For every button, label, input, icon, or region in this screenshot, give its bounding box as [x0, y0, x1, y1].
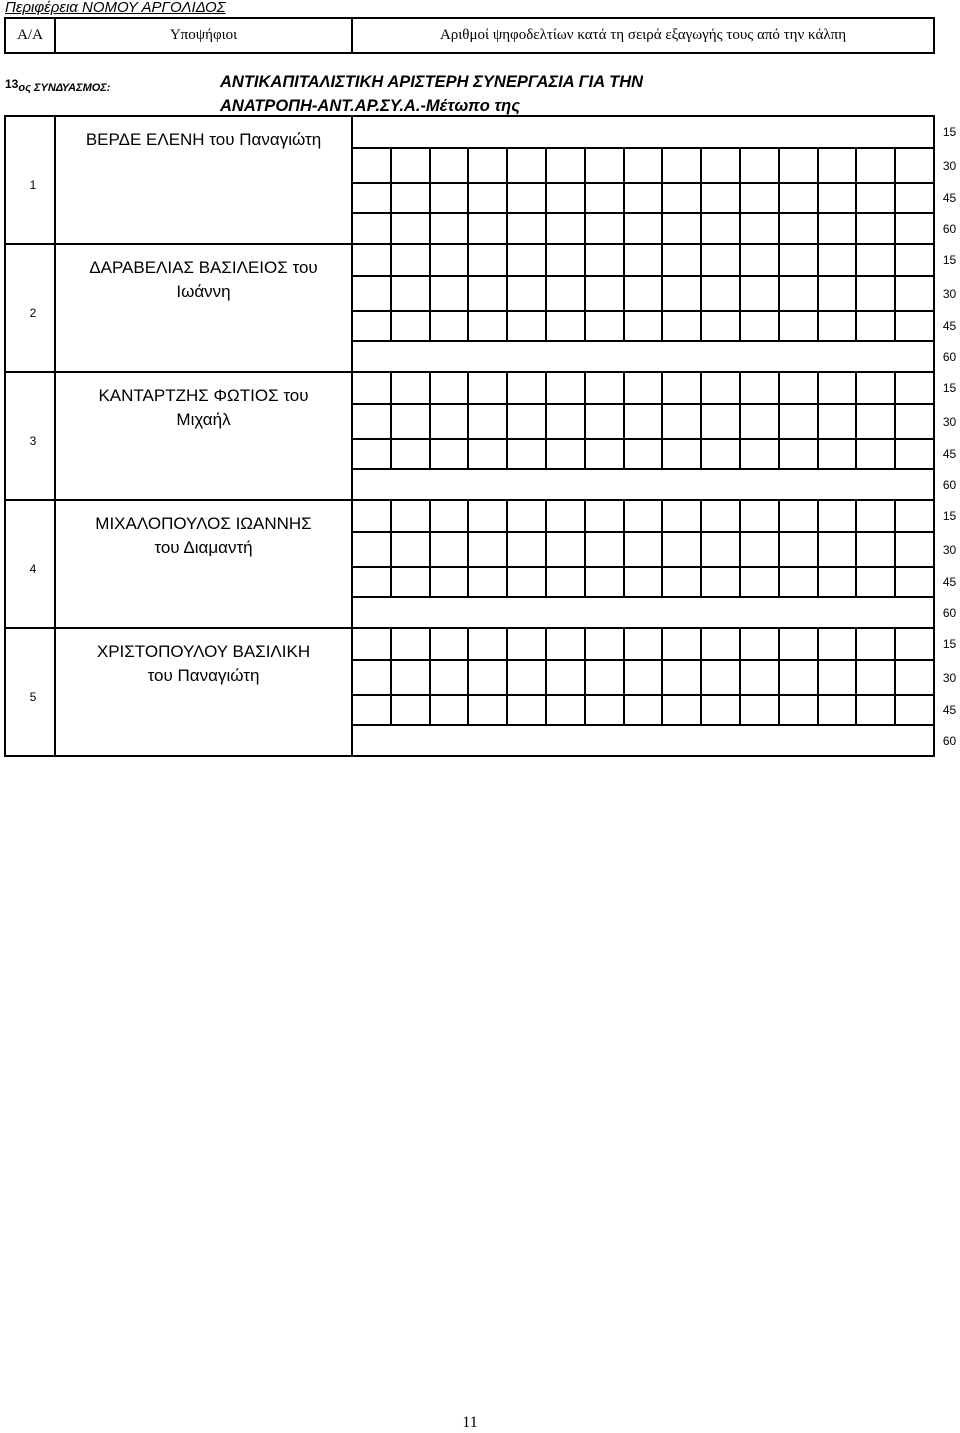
tally-count-label: 60: [942, 349, 957, 364]
tally-box: [896, 245, 933, 275]
tally-box: [857, 245, 894, 275]
tally-box: [353, 373, 390, 403]
empty-tally-row: [353, 726, 933, 755]
tally-box: [586, 214, 623, 243]
tally-box: [896, 312, 933, 340]
candidate-number: 5: [29, 690, 37, 704]
candidate-number: 4: [29, 562, 37, 576]
tally-box: [896, 149, 933, 182]
tally-box: [702, 277, 739, 310]
tally-box: [547, 661, 584, 694]
tally-box: [353, 661, 390, 694]
tally-box: [431, 405, 468, 438]
tally-box: [469, 440, 506, 468]
tally-box: [663, 661, 700, 694]
tally-box: [857, 312, 894, 340]
column-header-table: [4, 17, 935, 54]
tally-box: [625, 149, 662, 182]
tally-box: [625, 184, 662, 212]
tally-box: [819, 245, 856, 275]
tally-box: [896, 440, 933, 468]
tally-box: [663, 629, 700, 659]
tally-box: [702, 533, 739, 566]
tally-box: [702, 373, 739, 403]
tally-box: [857, 277, 894, 310]
tally-box: [392, 440, 429, 468]
tally-box: [663, 214, 700, 243]
tally-box: [431, 568, 468, 596]
candidate-name-line: του Διαμαντή: [154, 538, 253, 557]
tally-box: [392, 277, 429, 310]
tally-box: [857, 149, 894, 182]
tally-box: [780, 149, 817, 182]
column-header-candidates: Υποψήφιοι: [56, 19, 351, 52]
candidate-name-line: Ιωάννη: [176, 282, 231, 301]
tally-box: [857, 373, 894, 403]
tally-count-label: 45: [942, 319, 957, 333]
tally-box: [508, 405, 545, 438]
candidate-name-line: ΔΑΡΑΒΕΛΙΑΣ ΒΑΣΙΛΕΙΟΣ του: [89, 258, 318, 277]
tally-box: [663, 184, 700, 212]
tally-box: [819, 568, 856, 596]
candidate-name-cell: [56, 373, 351, 499]
candidate-name-line: ΜΙΧΑΛΟΠΟΥΛΟΣ ΙΩΑΝΝΗΣ: [95, 514, 312, 533]
tally-box: [625, 312, 662, 340]
tally-box: [508, 696, 545, 724]
tally-box: [625, 373, 662, 403]
tally-box: [392, 149, 429, 182]
tally-box: [819, 501, 856, 531]
candidates-table: [4, 115, 935, 757]
tally-box: [586, 629, 623, 659]
tally-box: [547, 501, 584, 531]
tally-box: [702, 149, 739, 182]
tally-box: [741, 696, 778, 724]
tally-box: [508, 629, 545, 659]
tally-box: [896, 533, 933, 566]
tally-box: [547, 184, 584, 212]
tally-count-label: 15: [942, 509, 957, 523]
tally-box: [508, 533, 545, 566]
tally-count-label: 15: [942, 381, 957, 395]
tally-count-labels: [935, 115, 960, 755]
tally-box: [663, 312, 700, 340]
tally-box: [469, 312, 506, 340]
tally-box: [741, 661, 778, 694]
tally-box: [819, 661, 856, 694]
tally-box: [392, 661, 429, 694]
page-number: 11: [462, 1414, 478, 1431]
tally-box: [663, 373, 700, 403]
tally-box: [780, 629, 817, 659]
tally-box: [353, 405, 390, 438]
tally-box: [780, 440, 817, 468]
tally-box: [469, 405, 506, 438]
tally-box: [508, 501, 545, 531]
party-name: [220, 70, 643, 116]
tally-box: [353, 184, 390, 212]
tally-count-label: 15: [942, 253, 957, 267]
candidate-number-cell: [6, 501, 54, 627]
party-name-line: ΑΝΤΙΚΑΠΙΤΑΛΙΣΤΙΚΗ ΑΡΙΣΤΕΡΗ ΣΥΝΕΡΓΑΣΙΑ ΓΙΑ ΤΗΝ: [220, 73, 644, 91]
tally-box: [547, 568, 584, 596]
tally-box: [586, 312, 623, 340]
tally-box: [663, 440, 700, 468]
tally-box: [819, 440, 856, 468]
tally-box: [431, 533, 468, 566]
tally-box: [353, 277, 390, 310]
tally-box: [741, 568, 778, 596]
tally-box: [625, 629, 662, 659]
candidate-name-line: ΚΑΝΤΑΡΤΖΗΣ ΦΩΤΙΟΣ του: [98, 386, 309, 405]
tally-count-label: 30: [942, 158, 957, 173]
tally-box: [896, 661, 933, 694]
tally-box: [625, 405, 662, 438]
tally-box: [741, 440, 778, 468]
region-title: Περιφέρεια ΝΟΜΟΥ ΑΡΓΟΛΙΔΟΣ: [5, 0, 226, 16]
tally-box: [469, 245, 506, 275]
tally-box: [547, 245, 584, 275]
tally-box: [663, 277, 700, 310]
tally-box: [780, 245, 817, 275]
tally-count-label: 60: [942, 605, 957, 620]
tally-box: [508, 661, 545, 694]
tally-box: [702, 214, 739, 243]
tally-box: [547, 312, 584, 340]
tally-box: [508, 440, 545, 468]
tally-box: [353, 440, 390, 468]
candidate-name-cell: [56, 629, 351, 755]
tally-box: [508, 277, 545, 310]
tally-box: [353, 696, 390, 724]
tally-box: [741, 277, 778, 310]
tally-box: [392, 312, 429, 340]
tally-box: [819, 533, 856, 566]
candidate-number: 1: [29, 178, 37, 192]
tally-box: [586, 501, 623, 531]
tally-box: [586, 533, 623, 566]
tally-box: [663, 696, 700, 724]
empty-tally-row: [353, 342, 933, 371]
tally-box: [625, 501, 662, 531]
tally-box: [547, 533, 584, 566]
tally-box: [392, 568, 429, 596]
tally-box: [741, 405, 778, 438]
tally-box: [741, 245, 778, 275]
tally-box: [896, 184, 933, 212]
tally-box: [469, 661, 506, 694]
tally-box: [780, 533, 817, 566]
tally-box: [547, 373, 584, 403]
coalition-heading: [5, 76, 110, 96]
tally-box: [741, 149, 778, 182]
tally-box: [353, 214, 390, 243]
tally-box: [469, 184, 506, 212]
tally-box: [392, 405, 429, 438]
tally-box: [547, 149, 584, 182]
tally-box: [431, 373, 468, 403]
tally-box: [508, 373, 545, 403]
tally-box: [663, 568, 700, 596]
tally-box: [741, 533, 778, 566]
tally-box: [431, 184, 468, 212]
tally-box: [586, 696, 623, 724]
tally-box: [392, 373, 429, 403]
tally-box: [663, 149, 700, 182]
tally-box: [896, 405, 933, 438]
candidate-name-line: ΧΡΙΣΤΟΠΟΥΛΟΥ ΒΑΣΙΛΙΚΗ: [96, 642, 311, 661]
party-name-line: ΑΝΑΤΡΟΠΗ-ΑΝΤ.ΑΡ.ΣΥ.Α.-Μέτωπο της: [220, 97, 521, 115]
tally-box: [431, 440, 468, 468]
tally-box: [857, 501, 894, 531]
tally-box: [663, 501, 700, 531]
tally-box: [780, 184, 817, 212]
tally-box: [819, 184, 856, 212]
tally-box: [819, 373, 856, 403]
tally-box: [469, 277, 506, 310]
tally-box: [392, 533, 429, 566]
tally-box: [392, 696, 429, 724]
tally-box: [508, 149, 545, 182]
tally-box: [547, 405, 584, 438]
tally-box: [431, 149, 468, 182]
tally-box: [431, 696, 468, 724]
tally-box: [392, 245, 429, 275]
tally-box: [702, 696, 739, 724]
coalition-number: 13: [5, 77, 19, 91]
tally-box: [663, 245, 700, 275]
tally-box: [857, 568, 894, 596]
tally-box: [896, 629, 933, 659]
tally-box: [780, 568, 817, 596]
tally-box: [586, 568, 623, 596]
tally-box: [780, 501, 817, 531]
tally-box: [780, 696, 817, 724]
candidate-name-cell: [56, 117, 351, 243]
candidate-number-cell: [6, 629, 54, 755]
tally-count-label: 30: [942, 670, 957, 685]
tally-box: [663, 405, 700, 438]
tally-box: [469, 533, 506, 566]
tally-box: [857, 214, 894, 243]
tally-box: [547, 629, 584, 659]
tally-box: [508, 568, 545, 596]
tally-box: [741, 312, 778, 340]
candidate-number: 2: [29, 306, 37, 320]
tally-box: [469, 568, 506, 596]
tally-box: [469, 696, 506, 724]
tally-box: [780, 277, 817, 310]
tally-box: [702, 629, 739, 659]
tally-box: [353, 312, 390, 340]
tally-box: [663, 533, 700, 566]
tally-box: [780, 373, 817, 403]
tally-box: [819, 277, 856, 310]
tally-count-label: 30: [942, 286, 957, 301]
tally-box: [431, 245, 468, 275]
tally-box: [392, 214, 429, 243]
tally-box: [741, 373, 778, 403]
tally-count-label: 30: [942, 414, 957, 429]
tally-box: [508, 214, 545, 243]
tally-box: [896, 696, 933, 724]
tally-box: [741, 214, 778, 243]
tally-count-label: 45: [942, 703, 957, 717]
tally-count-label: 60: [942, 221, 957, 236]
tally-box: [547, 277, 584, 310]
tally-box: [547, 214, 584, 243]
tally-box: [857, 440, 894, 468]
tally-box: [741, 184, 778, 212]
tally-count-label: 45: [942, 191, 957, 205]
empty-tally-row: [353, 598, 933, 627]
tally-box: [896, 568, 933, 596]
tally-box: [353, 629, 390, 659]
tally-box: [469, 501, 506, 531]
tally-box: [508, 184, 545, 212]
tally-box: [625, 696, 662, 724]
candidate-name-line: του Παναγιώτη: [147, 666, 260, 685]
tally-box: [857, 629, 894, 659]
tally-box: [431, 214, 468, 243]
column-header-serial: Α/Α: [6, 19, 54, 52]
tally-box: [625, 533, 662, 566]
tally-box: [586, 405, 623, 438]
candidate-number: 3: [29, 434, 37, 448]
tally-box: [586, 661, 623, 694]
candidate-name-cell: [56, 245, 351, 371]
tally-box: [586, 245, 623, 275]
tally-box: [780, 312, 817, 340]
tally-box: [741, 629, 778, 659]
tally-box: [508, 312, 545, 340]
tally-box: [702, 568, 739, 596]
tally-box: [702, 661, 739, 694]
tally-box: [819, 312, 856, 340]
tally-box: [469, 149, 506, 182]
tally-box: [353, 568, 390, 596]
tally-box: [819, 405, 856, 438]
candidate-number-cell: [6, 117, 54, 243]
tally-box: [857, 696, 894, 724]
tally-box: [702, 245, 739, 275]
tally-box: [625, 214, 662, 243]
tally-box: [857, 184, 894, 212]
tally-box: [392, 501, 429, 531]
candidate-name-cell: [56, 501, 351, 627]
tally-box: [857, 405, 894, 438]
tally-box: [819, 629, 856, 659]
tally-box: [586, 440, 623, 468]
tally-box: [702, 312, 739, 340]
tally-box: [857, 533, 894, 566]
tally-box: [896, 277, 933, 310]
tally-box: [431, 629, 468, 659]
tally-box: [625, 440, 662, 468]
tally-box: [586, 149, 623, 182]
tally-box: [625, 661, 662, 694]
empty-tally-row: [353, 470, 933, 499]
tally-box: [469, 373, 506, 403]
tally-count-label: 45: [942, 447, 957, 461]
candidate-number-cell: [6, 245, 54, 371]
tally-box: [819, 214, 856, 243]
candidate-number-cell: [6, 373, 54, 499]
tally-box: [469, 214, 506, 243]
tally-box: [353, 149, 390, 182]
tally-box: [431, 661, 468, 694]
tally-count-label: 30: [942, 542, 957, 557]
tally-box: [392, 184, 429, 212]
tally-box: [547, 440, 584, 468]
tally-box: [702, 184, 739, 212]
column-header-ballot-numbers: Αριθμοί ψηφοδελτίων κατά τη σειρά εξαγωγής τους από την κάλπη: [353, 19, 933, 52]
tally-box: [392, 629, 429, 659]
tally-count-label: 45: [942, 575, 957, 589]
tally-box: [431, 312, 468, 340]
tally-box: [702, 405, 739, 438]
tally-box: [819, 149, 856, 182]
tally-box: [469, 629, 506, 659]
tally-box: [586, 184, 623, 212]
empty-tally-row: [353, 117, 933, 147]
tally-box: [625, 277, 662, 310]
tally-box: [702, 440, 739, 468]
candidate-name-line: Μιχαήλ: [176, 410, 231, 429]
tally-box: [625, 245, 662, 275]
tally-box: [353, 533, 390, 566]
coalition-label: ος ΣΥΝΔΥΑΣΜΟΣ:: [18, 82, 111, 94]
tally-count-label: 60: [942, 733, 957, 748]
tally-box: [857, 661, 894, 694]
tally-box: [353, 245, 390, 275]
tally-box: [625, 568, 662, 596]
tally-box: [702, 501, 739, 531]
tally-box: [547, 696, 584, 724]
tally-count-label: 60: [942, 477, 957, 492]
tally-box: [896, 214, 933, 243]
tally-box: [819, 696, 856, 724]
tally-box: [586, 277, 623, 310]
tally-box: [741, 501, 778, 531]
tally-box: [431, 277, 468, 310]
tally-box: [896, 501, 933, 531]
tally-box: [780, 661, 817, 694]
candidate-name-line: ΒΕΡΔΕ ΕΛΕΝΗ του Παναγιώτη: [85, 130, 322, 149]
tally-count-label: 15: [942, 125, 957, 139]
tally-box: [780, 214, 817, 243]
tally-count-label: 15: [942, 637, 957, 651]
tally-box: [353, 501, 390, 531]
tally-box: [586, 373, 623, 403]
tally-box: [508, 245, 545, 275]
tally-box: [896, 373, 933, 403]
tally-box: [780, 405, 817, 438]
tally-box: [431, 501, 468, 531]
